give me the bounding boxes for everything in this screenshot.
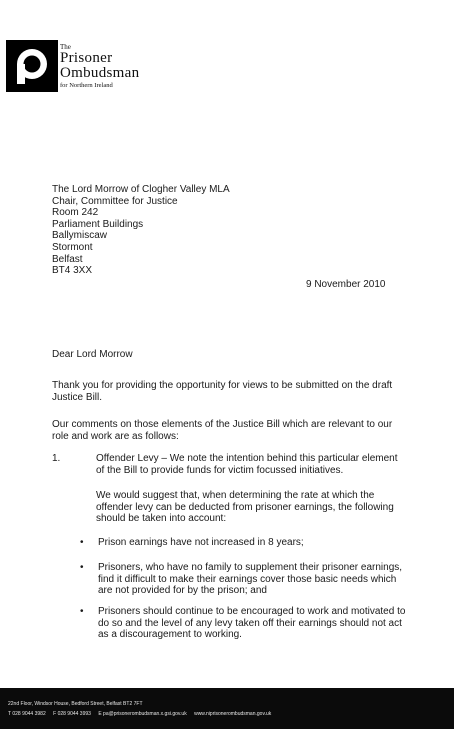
address-line: Chair, Committee for Justice: [52, 195, 178, 207]
address-line: The Lord Morrow of Clogher Valley MLA: [52, 184, 230, 195]
org-subtitle: for Northern Ireland: [60, 82, 113, 89]
org-the: The: [60, 43, 71, 51]
footer-email: E pa@prisonerombudsman.x.gsi.gov.uk: [98, 711, 187, 717]
footer-web: www.niprisonerombudsman.gov.uk: [194, 711, 272, 717]
bullet-dot: •: [80, 562, 84, 573]
footer-tel: T 028 9044 3982: [8, 711, 46, 717]
bullet-dot: •: [80, 537, 84, 548]
address-line: Parliament Buildings: [52, 218, 144, 230]
ombudsman-logo-icon: [6, 40, 58, 92]
recipient-address: [52, 184, 230, 277]
org-name-line-1: Prisoner: [60, 50, 113, 66]
item-text: Offender Levy – We note the intention behind this particular element of the Bill to provide funds for victim focussed initiatives.: [96, 453, 398, 476]
paragraph-levy-rate: We would suggest that, when determining the rate at which the offender levy can be deducted from prisoner earnings, the following should be taken into account:: [96, 490, 394, 525]
letter-date: 9 November 2010: [306, 279, 386, 290]
address-line: Belfast: [52, 253, 83, 265]
address-line: Stormont: [52, 241, 93, 253]
bullet-dot: •: [80, 606, 84, 617]
footer-contacts: [8, 711, 277, 717]
footer-fax: F 028 9044 3993: [53, 711, 91, 717]
letterhead-footer: [0, 688, 454, 729]
paragraph-comments: Our comments on those elements of the Justice Bill which are relevant to our role and work are as follows:: [52, 419, 393, 442]
item-number: 1.: [52, 453, 61, 464]
footer-address: 22nd Floor, Windsor House, Bedford Street, Belfast BT2 7FT: [8, 701, 143, 707]
bullet-text: Prisoners, who have no family to supplement their prisoner earnings, find it difficult to make their earnings cover those basic needs which are not provided for by the prison; and: [98, 562, 403, 597]
paragraph-intro: Thank you for providing the opportunity for views to be submitted on the draft Justice Bill.: [52, 380, 393, 403]
org-name-line-2: Ombudsman: [60, 65, 140, 81]
bullet-text: Prison earnings have not increased in 8 years;: [98, 537, 304, 548]
salutation: Dear Lord Morrow: [52, 349, 133, 360]
address-line: Room 242: [52, 207, 99, 219]
org-name-block: [60, 43, 139, 90]
ombudsman-logo: [6, 40, 58, 92]
address-line: Ballymiscaw: [52, 230, 108, 242]
bullet-text: Prisoners should continue to be encouraged to work and motivated to do so and the level of any levy taken off their earnings should not act as a discouragement to working.: [98, 606, 406, 641]
address-line: BT4 3XX: [52, 265, 93, 277]
